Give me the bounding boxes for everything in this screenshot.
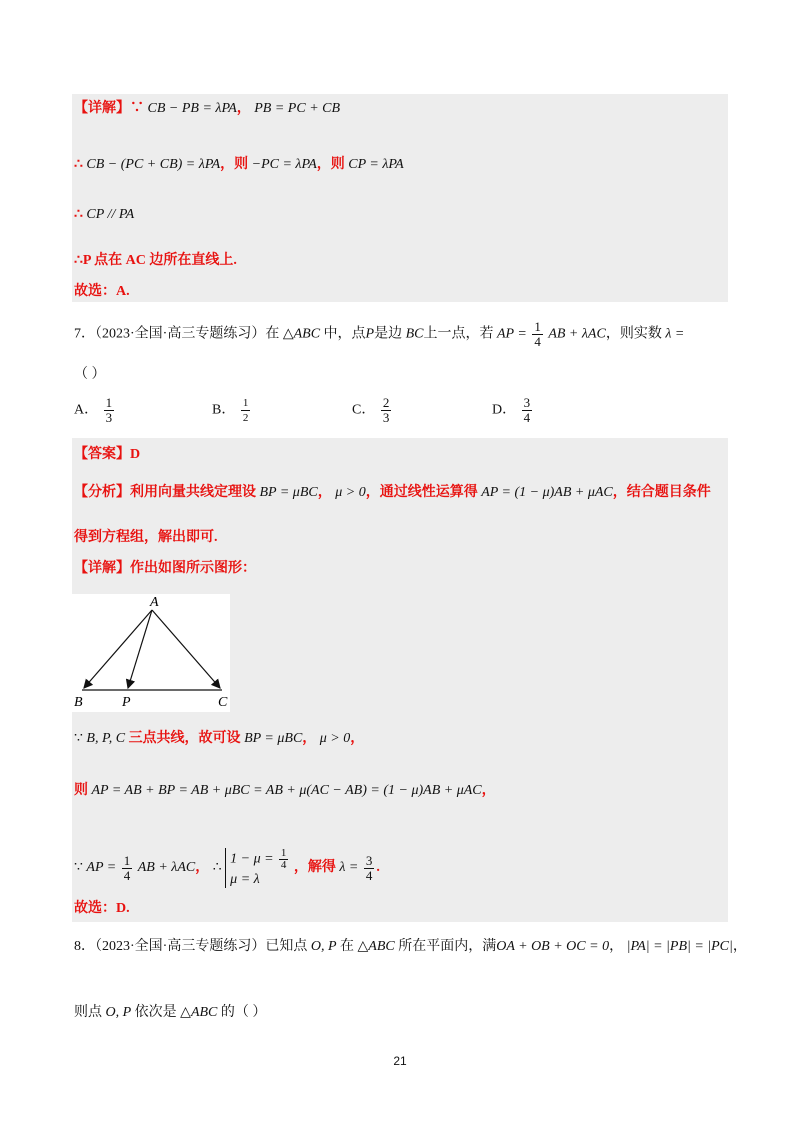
question-7: 7．（2023·全国·高三专题练习）在 △ABC 中，点P是边 BC上一点，若 AP = $\frac{1}{4}$ AB + λAC，则实数 λ =: [74, 319, 685, 349]
detail-line-1: 【详解】∵ CB − PB = λPA， PB = PC + CB: [74, 101, 341, 116]
option-d[interactable]: D． $\frac{3}{4}$: [492, 395, 531, 425]
vector-equation: CB − PB = λPA: [147, 101, 237, 116]
vector-ac: [152, 610, 220, 688]
label-b: B: [74, 695, 83, 710]
label-c: C: [218, 695, 228, 710]
option-a[interactable]: A． $\frac{1}{3}$: [74, 395, 113, 425]
choice-line-q7: 故选：D.: [74, 901, 130, 916]
triangle-diagram: [72, 594, 230, 712]
detail-line-2: ∴ CB − (PC + CB) = λPA，则 −PC = λPA，则 CP = λPA: [74, 157, 404, 172]
analysis-line-1: 【分析】利用向量共线定理设 BP = μBC， μ > 0，通过线性运算得 AP = (1 − μ)AB + μAC，结合题目条件: [74, 485, 711, 500]
detail-line-4: ∴P 点在 AC 边所在直线上.: [74, 253, 237, 268]
vector-equation: PB = PC + CB: [254, 101, 341, 116]
detail-heading: 【详解】作出如图所示图形：: [74, 561, 256, 576]
vector-ap: [128, 610, 152, 688]
option-c[interactable]: C． $\frac{2}{3}$: [352, 395, 390, 425]
option-b[interactable]: B． $\frac{1}{2}$: [212, 397, 249, 424]
vector-ab: [84, 610, 152, 688]
solution-block-q6: [72, 94, 728, 302]
detail-line-derivation: 则 AP = AB + BP = AB + μBC = AB + μ(AC − AB) = (1 − μ)AB + μAC，: [74, 783, 496, 798]
choice-line-q6: 故选：A.: [74, 284, 130, 299]
triangle-figure: [72, 594, 230, 712]
equation-system: 1 − μ = $\frac{1}{4}$ μ = λ: [225, 848, 290, 888]
detail-line-collinear: ∵ B, P, C 三点共线，故可设 BP = μBC， μ > 0，: [74, 731, 365, 746]
detail-line-3: ∴ CP // PA: [74, 207, 135, 222]
question-7-paren: （ ）: [74, 367, 106, 382]
question-8: 8．（2023·全国·高三专题练习）已知点 O, P 在 △ABC 所在平面内，满OA + OB + OC = 0， |PA| = |PB| = |PC|，: [74, 939, 747, 954]
label-p: P: [122, 695, 131, 710]
label-a: A: [150, 595, 159, 610]
page-number: 21: [393, 1054, 407, 1068]
answer-line: 【答案】D: [74, 447, 141, 462]
question-8-line-2: 则点 O, P 依次是 △ABC 的（ ）: [74, 1005, 267, 1020]
detail-line-system: ∵ AP = $\frac{1}{4}$ AB + λAC， ∴ 1 − μ = $\frac{1}{4}$ μ = λ ，解得 λ = $\frac{3}{4}$ .: [74, 847, 380, 887]
analysis-line-2: 得到方程组，解出即可.: [74, 530, 218, 545]
